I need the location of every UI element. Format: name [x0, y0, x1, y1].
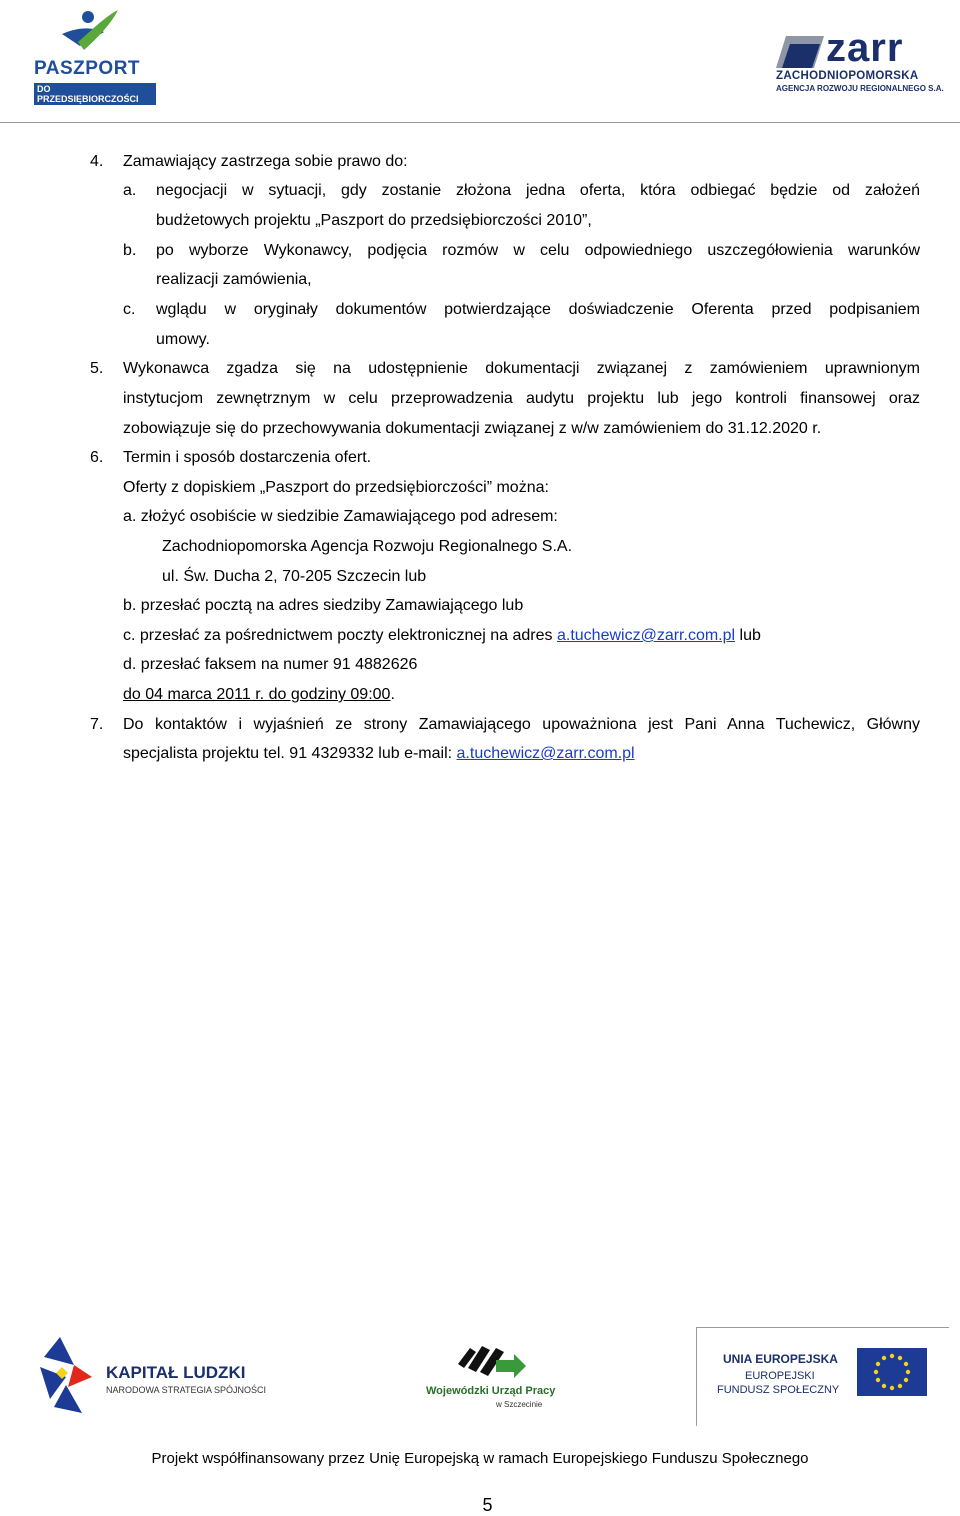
deadline-text: do 04 marca 2011 r. do godziny 09:00 — [123, 686, 391, 703]
paszport-logo-subtitle: DO PRZEDSIĘBIORCZOŚCI — [34, 83, 156, 105]
item-4-text: Zamawiający zastrzega sobie prawo do: — [123, 153, 408, 170]
wup-logo — [420, 1342, 570, 1412]
email-link[interactable]: a.tuchewicz@zarr.com.pl — [556, 627, 736, 644]
item-4a-line2: budżetowych projektu „Paszport do przedsiębiorczości 2010”, — [156, 212, 592, 229]
kapital-ludzki-emblem-icon — [40, 1337, 92, 1413]
item-7-line2-text: specjalista projektu tel. 91 4329332 lub e-mail: — [123, 745, 457, 762]
zarr-logo-line1: ZACHODNIOPOMORSKA — [776, 70, 919, 82]
item-7-line1: Do kontaktów i wyjaśnień ze strony Zamawiającego upoważniona jest Pani Anna Tuchewicz, Główny — [123, 716, 920, 733]
paszport-figure-icon — [14, 2, 156, 60]
item-6-address-line2: ul. Św. Ducha 2, 70-205 Szczecin lub — [162, 568, 427, 585]
item-5-line2: instytucjom zewnętrznym w celu przeprowadzenia audytu projektu lub jego kontroli finansowej oraz — [123, 390, 920, 407]
item-6-title: Termin i sposób dostarczenia ofert. — [123, 449, 372, 466]
kapital-ludzki-title: KAPITAŁ LUDZKI — [106, 1363, 246, 1382]
deadline-period: . — [390, 686, 395, 703]
item-6-option-d: d. przesłać faksem na numer 91 4882626 — [123, 656, 418, 673]
item-5-number: 5. — [90, 360, 104, 377]
zarr-logo-line2: AGENCJA ROZWOJU REGIONALNEGO S.A. — [776, 84, 944, 93]
ue-subtitle-2: FUNDUSZ SPOŁECZNY — [717, 1384, 840, 1396]
kapital-ludzki-logo — [40, 1337, 280, 1417]
item-4b-line2: realizacji zamówienia, — [156, 271, 312, 288]
item-4-number: 4. — [90, 153, 104, 170]
item-4c-line2: umowy. — [156, 331, 210, 348]
ue-title: UNIA EUROPEJSKA — [723, 1352, 838, 1366]
wup-title: Wojewódzki Urząd Pracy — [426, 1385, 556, 1397]
item-4c-letter: c. — [123, 301, 136, 318]
kapital-ludzki-subtitle: NARODOWA STRATEGIA SPÓJNOŚCI — [106, 1385, 267, 1395]
item-7-number: 7. — [90, 716, 104, 733]
item-5-line1: Wykonawca zgadza się na udostępnienie dokumentacji związanej z zamówieniem uprawnionym — [123, 360, 920, 377]
item-6-number: 6. — [90, 449, 104, 466]
cofinance-note: Projekt współfinansowany przez Unię Europejską w ramach Europejskiego Funduszu Społecznego — [151, 1450, 809, 1467]
item-6-option-c-text: c. przesłać za pośrednictwem poczty elektronicznej na adres — [123, 627, 557, 644]
item-4b-letter: b. — [123, 242, 137, 259]
zarr-mark-icon — [776, 36, 824, 68]
item-6-address-line1: Zachodniopomorska Agencja Rozwoju Regionalnego S.A. — [162, 538, 573, 555]
item-5-line3: zobowiązuje się do przechowywania dokumentacji związanej z w/w zamówieniem do 31.12.2020 r. — [123, 420, 822, 437]
wup-emblem-icon — [456, 1342, 526, 1380]
item-6-option-a: a. złożyć osobiście w siedzibie Zamawiającego pod adresem: — [123, 508, 558, 525]
item-4a-line1: negocjacji w sytuacji, gdy zostanie złożona jedna oferta, która odbiegać będzie od założeń — [156, 182, 920, 199]
item-6-option-c — [123, 626, 761, 646]
item-6-intro: Oferty z dopiskiem „Paszport do przedsiębiorczości” można: — [123, 479, 549, 496]
item-6-option-c-suffix: lub — [735, 627, 761, 644]
zarr-logo — [776, 26, 950, 98]
item-4b-line1: po wyborze Wykonawcy, podjęcia rozmów w celu odpowiedniego uszczegółowienia warunków — [156, 242, 920, 259]
eu-flag-icon — [857, 1348, 927, 1396]
header-divider — [0, 122, 960, 123]
item-6-deadline — [123, 685, 395, 705]
item-7-line2 — [123, 744, 635, 764]
ue-subtitle-1: EUROPEJSKI — [745, 1370, 815, 1382]
paszport-logo-title: PASZPORT — [34, 58, 141, 79]
item-6-option-b: b. przesłać pocztą na adres siedziby Zamawiającego lub — [123, 597, 524, 614]
ue-efs-logo — [696, 1327, 949, 1426]
item-4a-letter: a. — [123, 182, 137, 199]
item-4c-line1: wglądu w oryginały dokumentów potwierdzające doświadczenie Oferenta przed podpisaniem — [156, 301, 920, 318]
wup-subtitle: w Szczecinie — [496, 1400, 543, 1409]
paszport-logo — [14, 2, 156, 102]
contact-email-link[interactable]: a.tuchewicz@zarr.com.pl — [456, 745, 635, 762]
zarr-logo-brand: zarr — [826, 26, 904, 70]
page-number: 5 — [482, 1495, 493, 1515]
